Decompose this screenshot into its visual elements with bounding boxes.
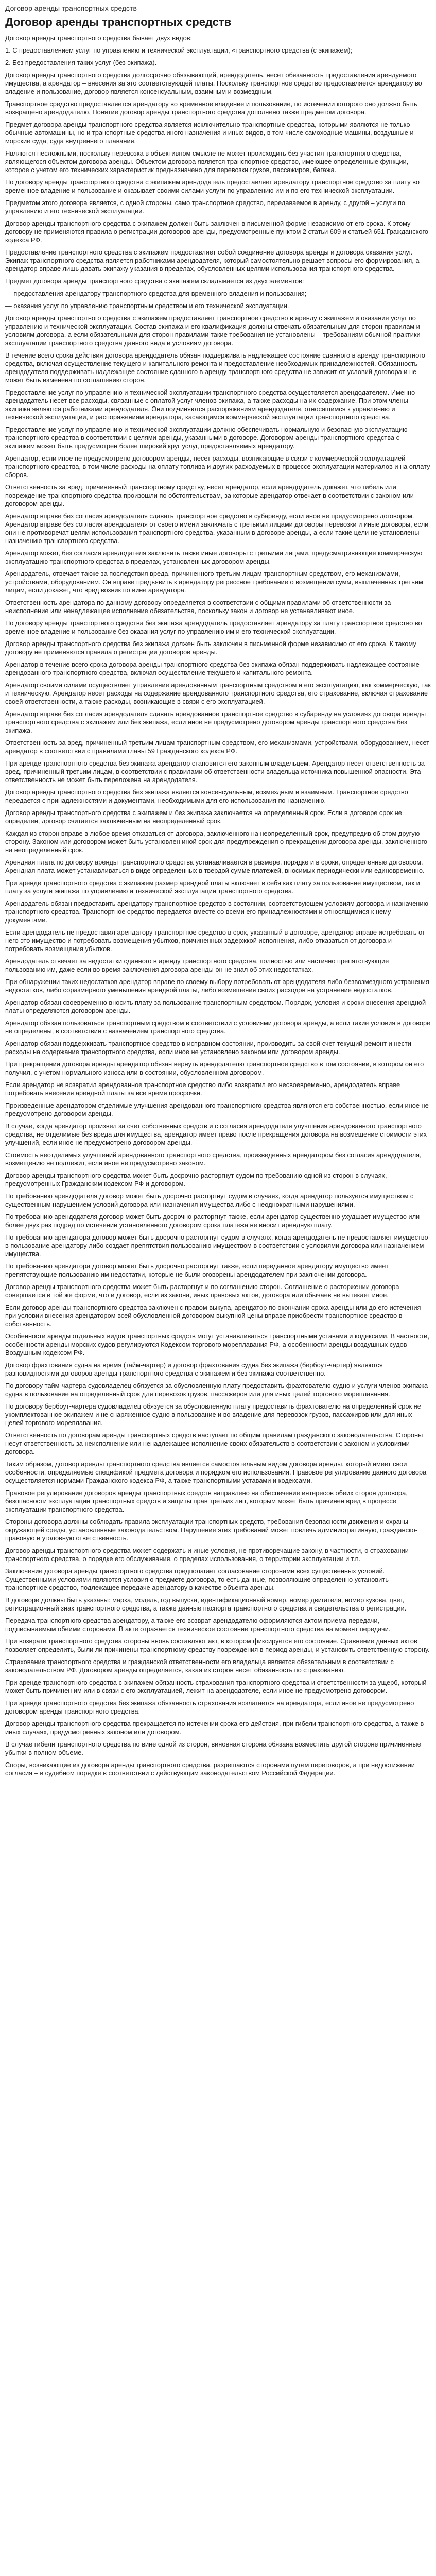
paragraph: В договоре должны быть указаны: марка, модель, год выпуска, идентификационный номер, номер двигателя, номер кузова, цвет, регистрационный знак транспортного средства, а также данные паспорта транспортного средства и свидетельства о регистрации.	[5, 1596, 407, 1612]
paragraph: Страхование транспортного средства и гражданской ответственности его владельца является обязательным в соответствии с законодательством РФ. Договором аренды определяется, какая из сторон несет обязанность по страхованию.	[5, 1658, 394, 1674]
paragraph: Если арендатор не возвратил арендованное транспортное средство либо возвратил его несвоевременно, арендодатель вправе потребовать внесения арендной платы за все время просрочки.	[5, 1081, 400, 1097]
paragraph: Договор аренды транспортного средства с экипажем предоставляет транспортное средство в аренду с экипажем и оказание услуг по управлению и технической эксплуатации. Состав экипажа и его квалификация должны отвечать обязательным для сторон правилам и условиям договора, а если обязательными для сторон правилами такие требования не установлены – требованиям обычной практики эксплуатации транспортного средства данного вида и условиям договора.	[5, 314, 421, 347]
paragraph: В случае гибели транспортного средства по вине одной из сторон, виновная сторона обязана возместить другой стороне причиненные убытки в полном объеме.	[5, 1740, 421, 1756]
paragraph: По требованию арендатора договор может быть досрочно расторгнут судом в случаях, когда арендодатель не предоставляет имущество в пользование арендатору либо создает препятствия пользованию имуществом в соответствии с условиями договора или назначением имущества.	[5, 1233, 428, 1258]
paragraph: 1. С предоставлением услуг по управлению и технической эксплуатации, «транспортного средства (с экипажем);	[5, 46, 353, 54]
paragraph: Являются несложными, поскольку перевозка в объективном смысле не может происходить без участия транспортного средства, являющегося объектом договора аренды. Объектом договора является транспортное средство, имеющее определенные функции, которое с учетом его технических характеристик предназначено для перевозки грузов, пассажиров, багажа.	[5, 149, 409, 174]
paragraph: Предоставление транспортного средства с экипажем предоставляет собой соединение договора аренды и договора оказания услуг. Экипаж транспортного средства является работниками арендодателя, который самостоятельно решает вопросы его формирования, а арендатор вправе лишь давать экипажу указания в пределах, обусловленных целями использования транспортного средства.	[5, 248, 420, 273]
paragraph: Заключение договора аренды транспортного средства предполагает согласование сторонами всех существенных условий. Существенными условиями являются условия о предмете договора, то есть данные, позволяющие определенно установить транспортное средство, подлежащее передаче арендатору в качестве объекта аренды.	[5, 1567, 389, 1591]
paragraph: Правовое регулирование договоров аренды транспортных средств направлено на обеспечение интересов обеих сторон договора, безопасности эксплуатации транспортных средств и защиты прав третьих лиц, которым может быть причинен вред в процессе эксплуатации транспортного средства.	[5, 1489, 408, 1513]
paragraph: Договор аренды транспортного средства с экипажем должен быть заключен в письменной форме независимо от его срока. К этому договору не применяются правила о регистрации договоров аренды, предусмотренные пунктом 2 статьи 609 и статьей 651 Гражданского кодекса РФ.	[5, 219, 428, 244]
paragraph: Договор аренды транспортного средства бывает двух видов:	[5, 34, 193, 42]
paragraph: При прекращении договора аренды арендатор обязан вернуть арендодателю транспортное средство в том состоянии, в котором он его получил, с учетом нормального износа или в состоянии, обусловленном договором.	[5, 1060, 424, 1076]
paragraph: Арендатор обязан поддерживать транспортное средство в исправном состоянии, производить за свой счет текущий ремонт и нести расходы на содержание транспортного средства, если иное не установлено законом или договором аренды.	[5, 1040, 411, 1056]
paragraph: Особенности аренды отдельных видов транспортных средств могут устанавливаться транспортными уставами и кодексами. В частности, особенности аренды морских судов регулируются Кодексом торгового мореплавания РФ, а особенности аренды воздушных судов – Воздушным кодексом РФ.	[5, 1332, 429, 1357]
paragraph: Предметом этого договора является, с одной стороны, само транспортное средство, передаваемое в аренду, с другой – услуги по управлению и его технической эксплуатации.	[5, 199, 405, 215]
paragraph: При обнаружении таких недостатков арендатор вправе по своему выбору потребовать от арендодателя либо безвозмездного устранения недостатков, либо соразмерного уменьшения арендной платы, либо возмещения своих расходов на устранение недостатков.	[5, 978, 429, 994]
paragraph: Передача транспортного средства арендатору, а также его возврат арендодателю оформляются актом приема-передачи, подписываемым обеими сторонами. В акте отражается техническое состояние транспортного средства на момент передачи.	[5, 1617, 391, 1633]
paragraph: При аренде транспортного средства без экипажа арендатор становится его законным владельцем. Арендатор несет ответственность за вред, причиненный третьим лицам, в соответствии с правилами об ответственности владельца источника повышенной опасности. Эта ответственность не может быть переложена на арендодателя.	[5, 759, 425, 784]
paragraph: При аренде транспортного средства с экипажем размер арендной платы включает в себя как плату за пользование имуществом, так и плату за услуги экипажа по управлению и технической эксплуатации транспортного средства.	[5, 879, 420, 895]
article-body	[5, 34, 431, 1777]
paragraph: При аренде транспортного средства без экипажа обязанность страхования возлагается на арендатора, если иное не предусмотрено договором аренды транспортного средства.	[5, 1699, 414, 1715]
paragraph: Договор аренды транспортного средства долгосрочно обязывающий, арендодатель, несет обязанность предоставления арендуемого имущества, а арендатор – внесения за это соответствующей платы. Поскольку транспортное средство предоставляется арендатору во владение и пользование, договор является консенсуальным, взаимным и возмездным.	[5, 71, 422, 95]
paragraph: Арендатор своими силами осуществляет управление арендованным транспортным средством и его эксплуатацию, как коммерческую, так и техническую. Арендатор несет расходы на содержание арендованного транспортного средства, его страхование, включая страхование своей ответственности, а также расходы, возникающие в связи с его эксплуатацией.	[5, 681, 431, 705]
paragraph: — оказания услуг по управлению транспортным средством и его технической эксплуатации.	[5, 302, 289, 310]
paragraph: По договору аренды транспортного средства без экипажа арендодатель предоставляет арендатору за плату транспортное средство во временное владение и пользование без оказания услуг по управлению им и его технической эксплуатации.	[5, 619, 422, 635]
paragraph: Если арендодатель не предоставил арендатору транспортное средство в срок, указанный в договоре, арендатор вправе истребовать от него это имущество и потребовать возмещения убытков, причиненных задержкой исполнения, либо отказаться от договора и потребовать возмещения убытков.	[5, 928, 425, 953]
paragraph: По договору бербоут-чартера судовладелец обязуется за обусловленную плату предоставить фрахтователю на определенный срок не укомплектованное экипажем и не снаряженное судно в пользование и во владение для перевозок грузов, пассажиров или для иных целей торгового мореплавания.	[5, 1402, 421, 1427]
paragraph: Арендатор, если иное не предусмотрено договором аренды, несет расходы, возникающие в связи с коммерческой эксплуатацией транспортного средства, в том числе расходы на оплату топлива и других расходуемых в процессе эксплуатации материалов и на оплату сборов.	[5, 454, 430, 479]
paragraph: В случае, когда арендатор произвел за счет собственных средств и с согласия арендодателя улучшения арендованного транспортного средства, не отделимые без вреда для имущества, арендатор имеет право после прекращения договора на возмещение стоимости этих улучшений, если иное не предусмотрено договором аренды.	[5, 1122, 427, 1146]
paragraph: По требованию арендодателя договор может быть досрочно расторгнут также, если арендатор существенно ухудшает имущество или более двух раз подряд по истечении установленного договором срока платежа не вносит арендную плату.	[5, 1213, 420, 1229]
paragraph: Предоставление услуг по управлению и технической эксплуатации должно обеспечивать нормальную и безопасную эксплуатацию транспортного средства в соответствии с целями аренды, указанными в договоре. Договором аренды транспортного средства с экипажем может быть предусмотрен более широкий круг услуг, предоставляемых арендатору.	[5, 426, 408, 450]
paragraph: Споры, возникающие из договора аренды транспортного средства, разрешаются сторонами путем переговоров, а при недостижении согласия – в судебном порядке в соответствии с действующим законодательством Российской Федерации.	[5, 1761, 415, 1777]
paragraph: Предмет договора аренды транспортного средства является исключительно транспортные средства, которыми являются не только обычные автомашины, но и транспортные средства иного назначения и иных видов, в том числе самоходные машины, воздушные и морские суда, суда внутреннего плавания.	[5, 121, 414, 145]
paragraph: Ответственность по договорам аренды транспортных средств наступает по общим правилам гражданского законодательства. Стороны несут ответственность за неисполнение или ненадлежащее исполнение своих обязательств в соответствии с законом и условиями договора.	[5, 1431, 423, 1455]
paragraph: Договор аренды транспортного средства с экипажем и без экипажа заключается на определенный срок. Если в договоре срок не определен, договор считается заключенным на неопределенный срок.	[5, 809, 402, 825]
paragraph: По требованию арендодателя договор может быть досрочно расторгнут судом в случаях, когда арендатор пользуется имуществом с существенным нарушением условий договора или назначения имущества либо с неоднократными нарушениями.	[5, 1192, 414, 1208]
paragraph: Арендатор вправе без согласия арендодателя сдавать транспортное средство в субаренду, если иное не предусмотрено договором. Арендатор вправе без согласия арендодателя от своего имени заключать с третьими лицами договоры перевозки и иные договоры, если они не противоречат целям использования транспортного средства, указанным в договоре аренды, а если такие цели не установлены – назначению транспортного средства.	[5, 512, 429, 545]
paragraph: Договор аренды транспортного средства без экипажа является консенсуальным, возмездным и взаимным. Транспортное средство передается с принадлежностями и документами, необходимыми для его использования по назначению.	[5, 788, 408, 804]
paragraph: Стоимость неотделимых улучшений арендованного транспортного средства, произведенных арендатором без согласия арендодателя, возмещению не подлежит, если иное не предусмотрено законом.	[5, 1151, 422, 1167]
paragraph: — предоставления арендатору транспортного средства для временного владения и пользования;	[5, 290, 307, 297]
paragraph: В течение всего срока действия договора арендодатель обязан поддерживать надлежащее состояние сданного в аренду транспортного средства, включая осуществление текущего и капитального ремонта и предоставление необходимых принадлежностей. Обязанность арендодателя поддерживать надлежащее состояние сданного в аренду транспортного средства не зависит от условий договора и не может быть изменена по соглашению сторон.	[5, 351, 425, 384]
paragraph: По договору аренды транспортного средства с экипажем арендодатель предоставляет арендатору транспортное средство за плату во временное владение и пользование и оказывает своими силами услуги по управлению им и по его технической эксплуатации.	[5, 178, 420, 194]
paragraph: Арендодатель, отвечает также за последствия вреда, причиненного третьим лицам транспортным средством, его механизмами, устройствами, оборудованием. Он вправе предъявить к арендатору регрессное требование о возмещении сумм, выплаченных третьим лицам, если докажет, что вред возник по вине арендатора.	[5, 570, 423, 594]
paragraph: Если договор аренды транспортного средства заключен с правом выкупа, арендатор по окончании срока аренды или до его истечения при условии внесения арендатором всей обусловленной договором выкупной цены вправе приобрести транспортное средство в собственность.	[5, 1303, 421, 1328]
paragraph: Договор аренды транспортного средства может быть досрочно расторгнут судом по требованию одной из сторон в случаях, предусмотренных Гражданским кодексом РФ и договором.	[5, 1172, 387, 1188]
paragraph: По требованию арендатора договор может быть досрочно расторгнут также, если переданное арендатору имущество имеет препятствующие пользованию им недостатки, которые не были оговорены арендодателем при заключении договора.	[5, 1262, 389, 1278]
paragraph: Арендатор вправе без согласия арендодателя сдавать арендованное транспортное средство в субаренду на условиях договора аренды транспортного средства с экипажем или без экипажа, если иное не предусмотрено договором аренды транспортного средства без экипажа.	[5, 710, 426, 734]
paragraph: Предмет договора аренды транспортного средства с экипажем складывается из двух элементов:	[5, 277, 304, 285]
paragraph: Договор аренды транспортного средства может быть расторгнут и по соглашению сторон. Соглашение о расторжении договора совершается в той же форме, что и договор, если из закона, иных правовых актов, договора или обычаев не вытекает иное.	[5, 1283, 399, 1299]
paragraph: Ответственность за вред, причиненный транспортному средству, несет арендатор, если арендодатель докажет, что гибель или повреждение транспортного средства произошли по обстоятельствам, за которые арендатор отвечает в соответствии с законом или договором аренды.	[5, 483, 414, 507]
paragraph: Договор аренды транспортного средства может содержать и иные условия, не противоречащие закону, в частности, о страховании транспортного средства, о порядке его обслуживания, о пределах использования, о территории эксплуатации и т.п.	[5, 1547, 409, 1563]
paragraph: Арендатор может, без согласия арендодателя заключить также иные договоры с третьими лицами, предусматривающие коммерческую эксплуатацию транспортного средства в пределах, установленных договором аренды.	[5, 549, 423, 565]
breadcrumb: Договор аренды транспортных средств	[5, 4, 137, 12]
paragraph: 2. Без предоставления таких услуг (без экипажа).	[5, 59, 157, 66]
paragraph: Договор аренды транспортного средства без экипажа должен быть заключен в письменной форме независимо от его срока. К такому договору не применяются правила о регистрации договоров аренды.	[5, 640, 416, 656]
paragraph: При возврате транспортного средства стороны вновь составляют акт, в котором фиксируется его состояние. Сравнение данных актов позволяет определить, были ли причинены транспортному средству повреждения в период аренды, и установить ответственную сторону.	[5, 1637, 430, 1653]
paragraph: Предоставление услуг по управлению и технической эксплуатации транспортного средства осуществляется арендодателем. Именно арендодатель несет все расходы, связанные с оплатой услуг членов экипажа, а также расходы на их содержание. При этом члены экипажа являются работниками арендодателя. Они подчиняются распоряжениям арендодателя, относящимся к управлению и технической эксплуатации, и распоряжениям арендатора, касающимся коммерческой эксплуатации транспортного средства.	[5, 388, 415, 421]
paragraph: Договор аренды транспортного средства прекращается по истечении срока его действия, при гибели транспортного средства, а также в иных случаях, предусмотренных законом или договором.	[5, 1720, 424, 1736]
page-title: Договор аренды транспортных средств	[5, 15, 232, 28]
paragraph: Каждая из сторон вправе в любое время отказаться от договора, заключенного на неопределенный срок, предупредив об этом другую сторону. Законом или договором может быть установлен иной срок для предупреждения о прекращении договора аренды, заключенного на неопределенный срок.	[5, 829, 428, 854]
paragraph: Договор фрахтования судна на время (тайм-чартер) и договор фрахтования судна без экипажа (бербоут-чартер) являются разновидностями договоров аренды транспортного средства с экипажем и без экипажа соответственно.	[5, 1361, 383, 1377]
paragraph: Арендатор обязан пользоваться транспортным средством в соответствии с условиями договора аренды, а если такие условия в договоре не определены, в соответствии с назначением транспортного средства.	[5, 1019, 431, 1035]
paragraph: Арендатор обязан своевременно вносить плату за пользование транспортным средством. Порядок, условия и сроки внесения арендной платы определяются договором аренды.	[5, 998, 426, 1014]
paragraph: Арендодатель обязан предоставить арендатору транспортное средство в состоянии, соответствующем условиям договора и назначению транспортного средства. Транспортное средство передается вместе со всеми его принадлежностями и относящимися к нему документами.	[5, 900, 429, 924]
paragraph: Арендодатель отвечает за недостатки сданного в аренду транспортного средства, полностью или частично препятствующие пользованию им, даже если во время заключения договора аренды он не знал об этих недостатках.	[5, 957, 389, 973]
paragraph: Ответственность арендатора по данному договору определяется в соответствии с общими правилами об ответственности за неисполнение или ненадлежащее исполнение обязательства, поскольку закон и договор не устанавливают иное.	[5, 599, 391, 615]
paragraph: По договору тайм-чартера судовладелец обязуется за обусловленную плату предоставить фрахтователю судно и услуги членов экипажа судна в пользование на определенный срок для перевозок грузов, пассажиров или для иных целей торгового мореплавания.	[5, 1382, 428, 1398]
paragraph: Произведенные арендатором отделимые улучшения арендованного транспортного средства являются его собственностью, если иное не предусмотрено договором аренды.	[5, 1101, 429, 1117]
paragraph: Ответственность за вред, причиненный третьим лицам транспортным средством, его механизмами, устройствами, оборудованием, несет арендатор в соответствии с правилами главы 59 Гражданского кодекса РФ.	[5, 739, 429, 755]
paragraph: Таким образом, договор аренды транспортного средства является самостоятельным видом договора аренды, который имеет свои особенности, определяемые спецификой предмета договора и порядком его использования. Правовое регулирование данного договора осуществляется нормами Гражданского кодекса РФ, а также транспортными уставами и кодексами.	[5, 1460, 427, 1484]
paragraph: При аренде транспортного средства с экипажем обязанность страхования транспортного средства и ответственности за ущерб, который может быть причинен им или в связи с его эксплуатацией, лежит на арендодателе, если иное не предусмотрено договором.	[5, 1679, 427, 1694]
paragraph: Арендатор в течение всего срока договора аренды транспортного средства без экипажа обязан поддерживать надлежащее состояние арендованного транспортного средства, включая осуществление текущего и капитального ремонта.	[5, 660, 420, 676]
paragraph: Транспортное средство предоставляется арендатору во временное владение и пользование, по истечении которого оно должно быть возвращено арендодателю. Понятие договор аренды транспортного средства дополнено также предметом договора.	[5, 100, 417, 116]
paragraph: Арендная плата по договору аренды транспортного средства устанавливается в размере, порядке и в сроки, определенные договором. Арендная плата может устанавливаться в виде определенных в твердой сумме платежей, вносимых периодически или единовременно.	[5, 858, 425, 874]
paragraph: Стороны договора должны соблюдать правила эксплуатации транспортных средств, требования безопасности движения и охраны окружающей среды, установленные законодательством. Нарушение этих требований может повлечь административную, гражданско-правовую и уголовную ответственность.	[5, 1518, 418, 1542]
